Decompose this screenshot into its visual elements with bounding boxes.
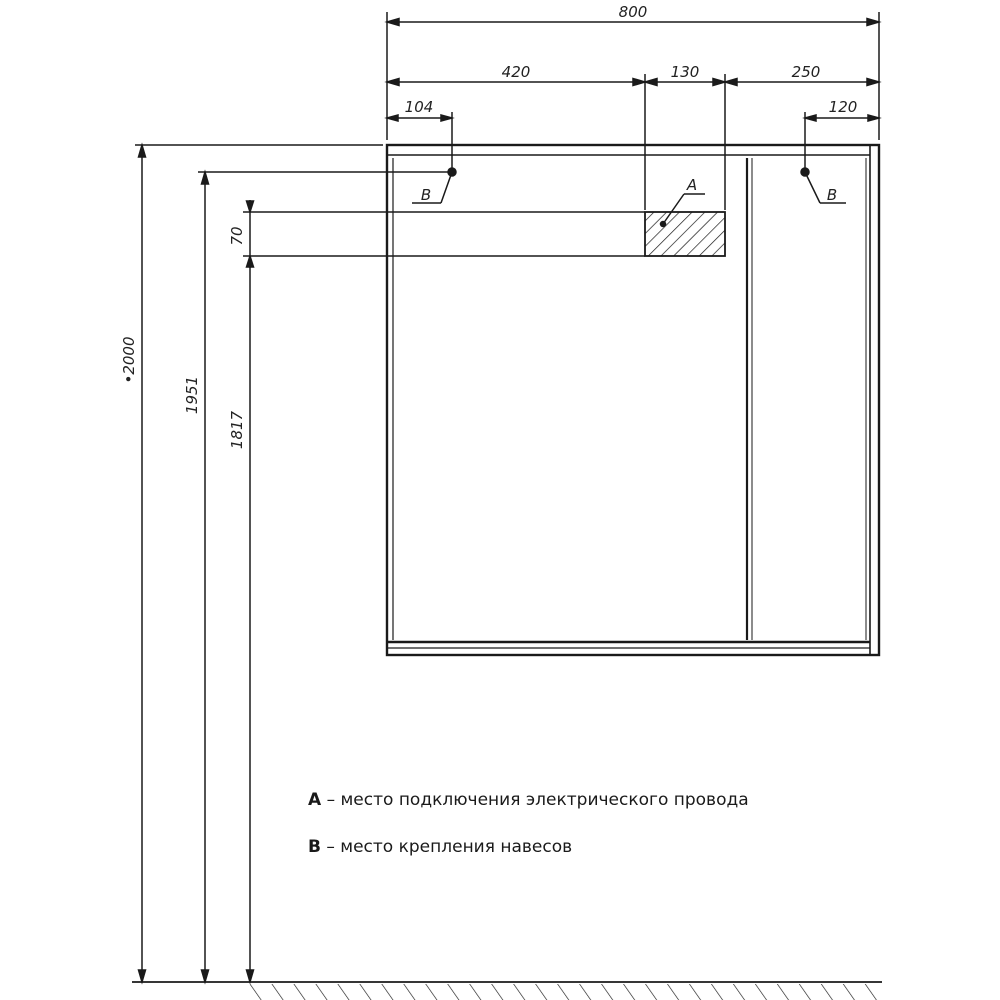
dimension-socket-height xyxy=(243,200,645,982)
label-height-top: 1951 xyxy=(183,375,201,415)
callout-hanger-right-leader xyxy=(801,168,846,203)
label-segment-mid: 130 xyxy=(670,63,700,81)
callout-hanger-left-letter: B xyxy=(420,186,432,204)
dimension-hanger-left xyxy=(387,112,452,172)
label-hanger-right-offset: 120 xyxy=(828,98,858,116)
floor-line xyxy=(132,982,882,1000)
legend-item-a xyxy=(308,790,749,810)
cabinet-body xyxy=(387,145,879,655)
callout-socket-letter: A xyxy=(686,176,698,194)
legend-key-b: В xyxy=(308,837,321,857)
legend-item-b xyxy=(308,837,572,857)
dimension-height-top xyxy=(198,172,452,982)
legend-text-b: – место крепления навесов xyxy=(320,837,573,857)
label-segment-right: 250 xyxy=(791,63,821,81)
socket-zone xyxy=(645,212,725,256)
dimension-hanger-right xyxy=(805,112,879,172)
legend-key-a: А xyxy=(308,790,322,810)
label-total-height: •2000 xyxy=(120,336,138,384)
callout-hanger-left-leader xyxy=(412,168,456,203)
label-socket-height: 70 xyxy=(228,226,246,246)
label-overall-width: 800 xyxy=(618,3,648,21)
label-segment-left: 420 xyxy=(501,63,531,81)
callout-hanger-right-letter: B xyxy=(826,186,838,204)
legend-text-a: – место подключения электрического провода xyxy=(321,790,749,810)
label-hanger-left-offset: 104 xyxy=(404,98,434,116)
label-height-socket-bottom: 1817 xyxy=(228,410,246,450)
